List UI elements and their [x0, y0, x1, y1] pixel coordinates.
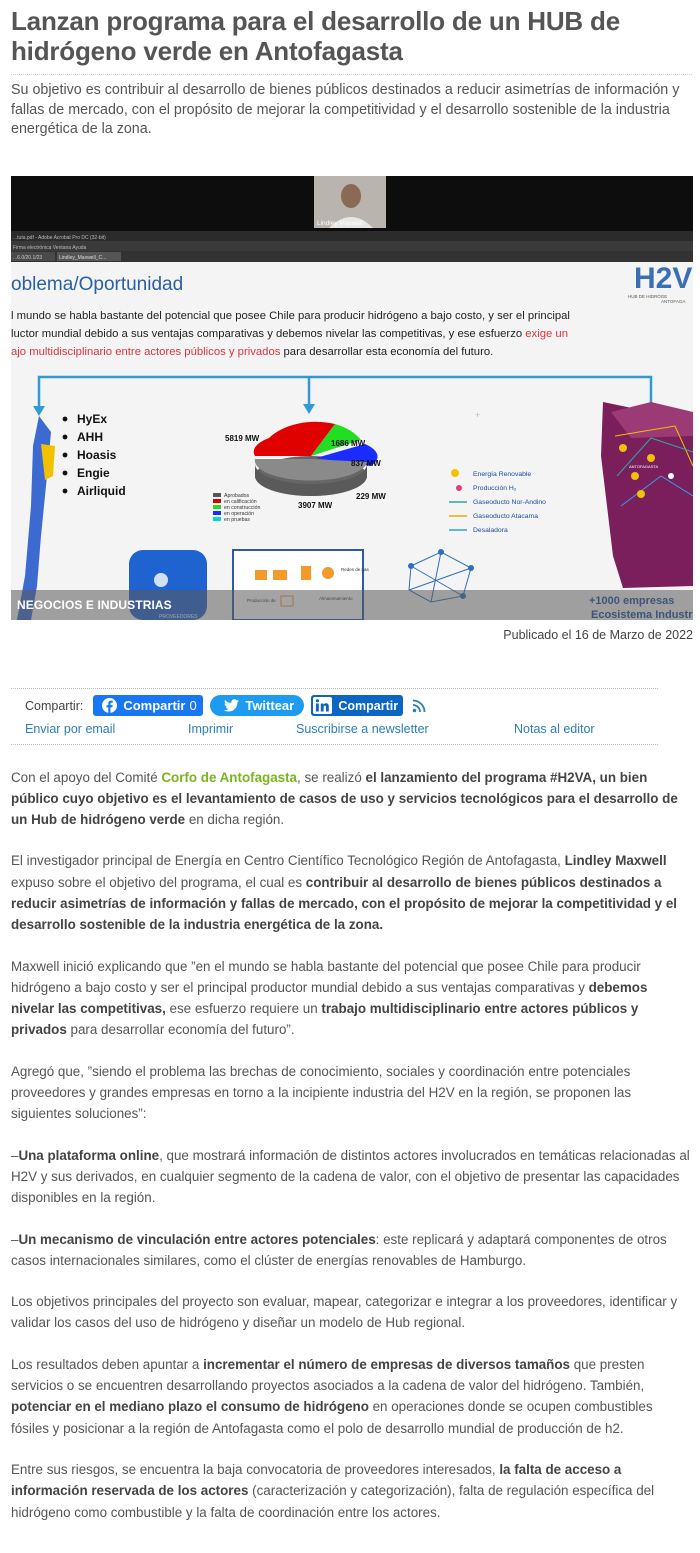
facebook-share-button[interactable] [93, 695, 203, 716]
category-overlay[interactable] [11, 590, 693, 620]
map-region-label: ANTOFAGASTA [629, 463, 659, 469]
pie-label: 1686 MW [331, 438, 366, 448]
company-item: AHH [77, 429, 103, 444]
pie-label: 837 MW [351, 458, 381, 468]
twitter-share-label: Twittear [245, 698, 295, 713]
svg-text:en pruebas: en pruebas [224, 516, 250, 523]
slide-logo-sub2: ANTOFAGA [661, 298, 686, 304]
paragraph: Entre sus riesgos, se encuentra la baja convocatoria de proveedores interesados, la falta de acceso a información reservada de los actores (caracterización y categorización), falta de regulación específica del hidrógeno como combustible y la falta de coordinación entre los actores. [11, 1461, 655, 1520]
acrobat-tab-1: ...6.0/20.1/23 [13, 254, 43, 261]
print-link[interactable]: Imprimir [188, 721, 234, 736]
company-item: Engie [77, 465, 110, 480]
paragraph: Los resultados deben apuntar a incrementar el número de empresas de diversos tamaños que presten servicios o se encuentren desarrollando proyectos asociados a la cadena de valor del hidrógeno. También, potenciar en el mediano plazo el consumo de hidrógeno en operaciones donde se ocupen combustibles fósiles y posicionar a la región de Antofagasta como el polo de desarrollo mundial de producción de h2. [11, 1356, 653, 1436]
linkedin-share-label: Compartir [338, 698, 399, 713]
acrobat-tab-2: Lindley_Maxwell_C... [59, 254, 107, 261]
company-item: HyEx [77, 411, 108, 426]
paragraph: Agregó que, ”siendo el problema las brechas de conocimiento, sociales y coordinación entre potenciales proveedores y grandes empresas en torno a la incipiente industria del H2V en la región, se proponen las siguientes soluciones”: [11, 1063, 632, 1122]
svg-text:+: + [475, 409, 481, 420]
slide-logo-sub1: HUB DE HIDRÓGE [628, 293, 668, 299]
svg-text:en construcción: en construcción [224, 504, 261, 511]
paragraph: Los objetivos principales del proyecto son evaluar, mapear, categorizar e integrar a los proveedores, identificar y validar los casos del uso de hidrógeno y diseñar un modelo de Hub regional. [11, 1294, 678, 1331]
editor-notes-link[interactable]: Notas al editor [514, 721, 595, 736]
linkedin-icon [313, 697, 332, 714]
slide-logo: H2V [634, 261, 693, 295]
twitter-bird-icon [224, 699, 239, 712]
article-body [11, 767, 693, 1523]
svg-text:Gaseoducto Nor-Andino: Gaseoducto Nor-Andino [473, 498, 546, 506]
company-item: Hoasis [77, 447, 117, 462]
webcam-name: Lindley Maxwell [317, 219, 363, 227]
share-label: Compartir: [25, 698, 84, 713]
svg-text:Energía Renovable: Energía Renovable [473, 470, 532, 478]
pie-label: 3907 MW [298, 500, 333, 510]
slide-text-line-1: l mundo se habla bastante del potencial que posee Chile para producir hidrógeno a bajo costo, y ser el principal [11, 309, 570, 322]
svg-text:Producción H₂: Producción H₂ [473, 484, 517, 492]
title-divider [11, 74, 692, 75]
svg-text:Desaladora: Desaladora [473, 526, 508, 534]
category-label[interactable]: NEGOCIOS E INDUSTRIAS [17, 597, 172, 612]
article-title: Lanzan programa para el desarrollo de un HUB de hidrógeno verde en Antofagasta [11, 6, 620, 66]
svg-text:Redes de gas: Redes de gas [341, 566, 369, 572]
share-toolbar [11, 688, 658, 745]
hero-screenshot-graphic [11, 176, 693, 620]
newsletter-link[interactable]: Suscribirse a newsletter [296, 721, 429, 736]
rss-icon[interactable] [412, 699, 426, 713]
company-item: Airliquid [77, 483, 126, 498]
linkedin-share-button[interactable] [311, 695, 403, 716]
svg-text:Aprobados: Aprobados [224, 492, 250, 499]
svg-text:en calificación: en calificación [224, 498, 257, 505]
twitter-share-button[interactable] [210, 695, 304, 716]
pie-label: 229 MW [356, 491, 386, 501]
paragraph: –Una plataforma online, que mostrará información de distintos actores involucrados en temáticas relacionadas al H2V y sus derivados, en cualquier segmento de la cadena de valor, con el objetivo de presentar las capacidades disponibles en la región. [11, 1147, 690, 1206]
paragraph: Con el apoyo del Comité Corfo de Antofagasta, se realizó el lanzamiento del programa #H2VA, un bien público cuyo objetivo es el levantamiento de casos de uso y servicios tecnológicos para el desarrollo de un Hub de hidrógeno verde en dicha región. [11, 769, 678, 828]
paragraph: Maxwell inició explicando que ”en el mundo se habla bastante del potencial que posee Chile para producir hidrógeno a bajo costo y ser el principal productor mundial debido a sus ventajas comparativas y debemos nivelar las competitivas, ese esfuerzo requiere un trabajo multidisciplinario entre actores públicos y privados para desarrollar economía del futuro”. [11, 958, 648, 1038]
slide-text-line-2: luctor mundial debido a sus ventajas comparativas y debemos nivelar las competitivas, y ese esfuerzo exige un [11, 327, 568, 340]
email-link[interactable]: Enviar por email [25, 721, 116, 736]
acrobat-title: ...tuta.pdf - Adobe Acrobat Pro DC (32-bit) [13, 234, 106, 241]
hero-image[interactable] [11, 176, 693, 620]
svg-text:en operación: en operación [224, 510, 254, 517]
article-summary: Su objetivo es contribuir al desarrollo de bienes públicos destinados a reducir asimetrías de información y fallas de mercado, con el propósito de mejorar la competitividad y el desarrollo sostenible de la industria energética de la zona. [11, 82, 680, 137]
paragraph: –Un mecanismo de vinculación entre actores potenciales: este replicará y adaptará componentes de otros casos internacionales similares, como el clúster de energías renovables de Hamburgo. [11, 1231, 667, 1268]
webcam-thumbnail [314, 176, 386, 228]
facebook-icon [102, 698, 117, 713]
published-date: Publicado el 16 de Marzo de 2022 [503, 627, 693, 642]
facebook-share-count: 0 [189, 698, 197, 713]
facebook-share-label: Compartir [123, 698, 186, 713]
slide-text-line-3: ajo multidisciplinario entre actores públicos y privados para desarrollar esta economía del futuro. [11, 345, 494, 358]
pie-label: 5819 MW [225, 433, 260, 443]
acrobat-menu: Firma electrónica Ventana Ayuda [13, 244, 87, 251]
svg-text:Gaseoducto Atacama: Gaseoducto Atacama [473, 512, 538, 520]
corfo-link[interactable]: Corfo de Antofagasta [161, 769, 298, 785]
slide-title: oblema/Oportunidad [11, 273, 184, 295]
paragraph: El investigador principal de Energía en Centro Científico Tecnológico Región de Antofagasta, Lindley Maxwell expuso sobre el objetivo del programa, el cual es contribuir al desarrollo de bienes públicos destinados a reducir asimetrías de información y fallas de mercado, con el propósito de mejorar la competitividad y el desarrollo sostenible de la industria energética de la zona. [11, 853, 678, 933]
antofagasta-map [601, 402, 693, 588]
